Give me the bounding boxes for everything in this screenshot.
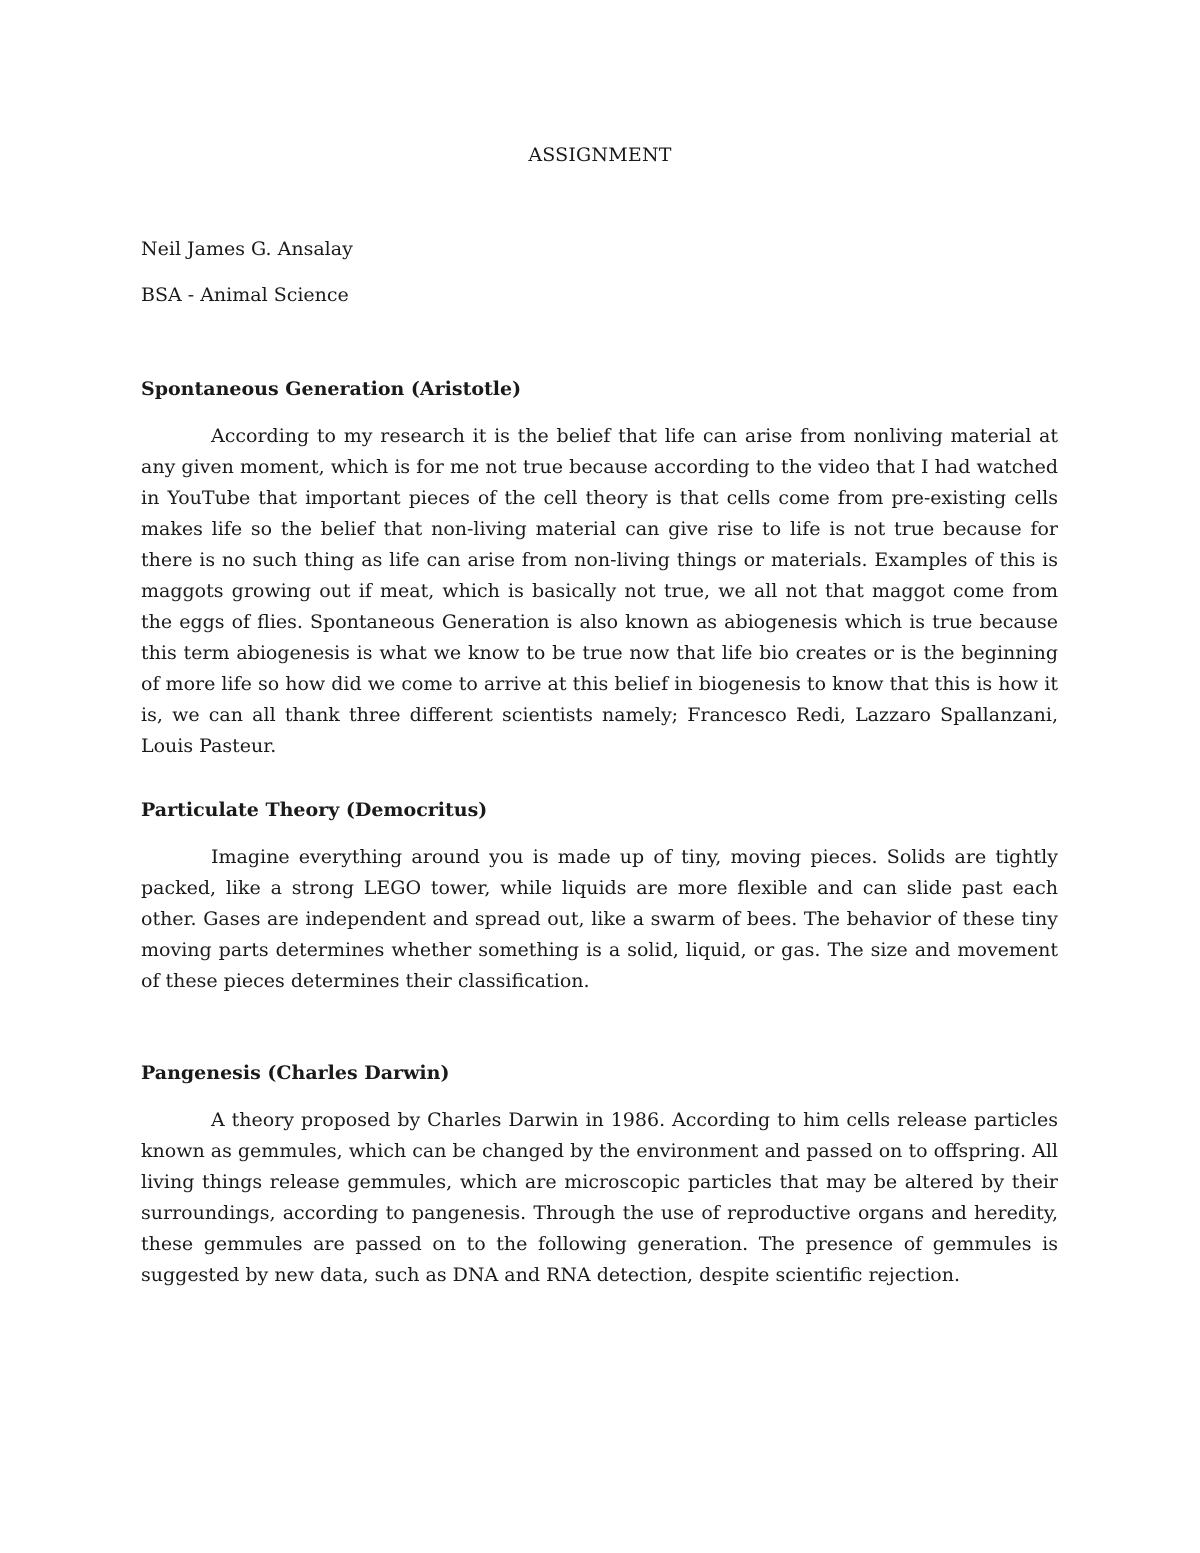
section-heading-pangenesis: Pangenesis (Charles Darwin) [141,1062,450,1084]
program-name: BSA - Animal Science [141,284,349,306]
section-body-spontaneous-generation: According to my research it is the belief that life can arise from nonliving material at any given moment, which is for me not true because according to the video that I had watched in YouTube that important pieces of the cell theory is that cells come from pre-existing cells makes life so the belief that non-living material can give rise to life is not true because for there is no such thing as life can arise from non-living things or materials. Examples of this is maggots growing out if meat, which is basically not true, we all not that maggot come from the eggs of flies. Spontaneous Generation is also known as abiogenesis which is true because this term abiogenesis is what we know to be true now that life bio creates or is the beginning of more life so how did we come to arrive at this belief in biogenesis to know that this is how it is, we can all thank three different scientists namely; Francesco Redi, Lazzaro Spallanzani, Louis Pasteur. [141,425,1058,757]
author-name: Neil James G. Ansalay [141,238,353,260]
section-heading-spontaneous-generation: Spontaneous Generation (Aristotle) [141,378,522,400]
document-title: ASSIGNMENT [528,144,672,166]
section-heading-particulate-theory: Particulate Theory (Democritus) [141,799,488,821]
section-body-pangenesis: A theory proposed by Charles Darwin in 1986. According to him cells release particles known as gemmules, which can be changed by the environment and passed on to offspring. All living things release gemmules, which are microscopic particles that may be altered by their surroundings, according to pangenesis. Through the use of reproductive organs and heredity, these gemmules are passed on to the following generation. The presence of gemmules is suggested by new data, such as DNA and RNA detection, despite scientific rejection. [141,1109,1058,1286]
section-body-particulate-theory: Imagine everything around you is made up of tiny, moving pieces. Solids are tightly packed, like a strong LEGO tower, while liquids are more flexible and can slide past each other. Gases are independent and spread out, like a swarm of bees. The behavior of these tiny moving parts determines whether something is a solid, liquid, or gas. The size and movement of these pieces determines their classification. [141,846,1058,992]
